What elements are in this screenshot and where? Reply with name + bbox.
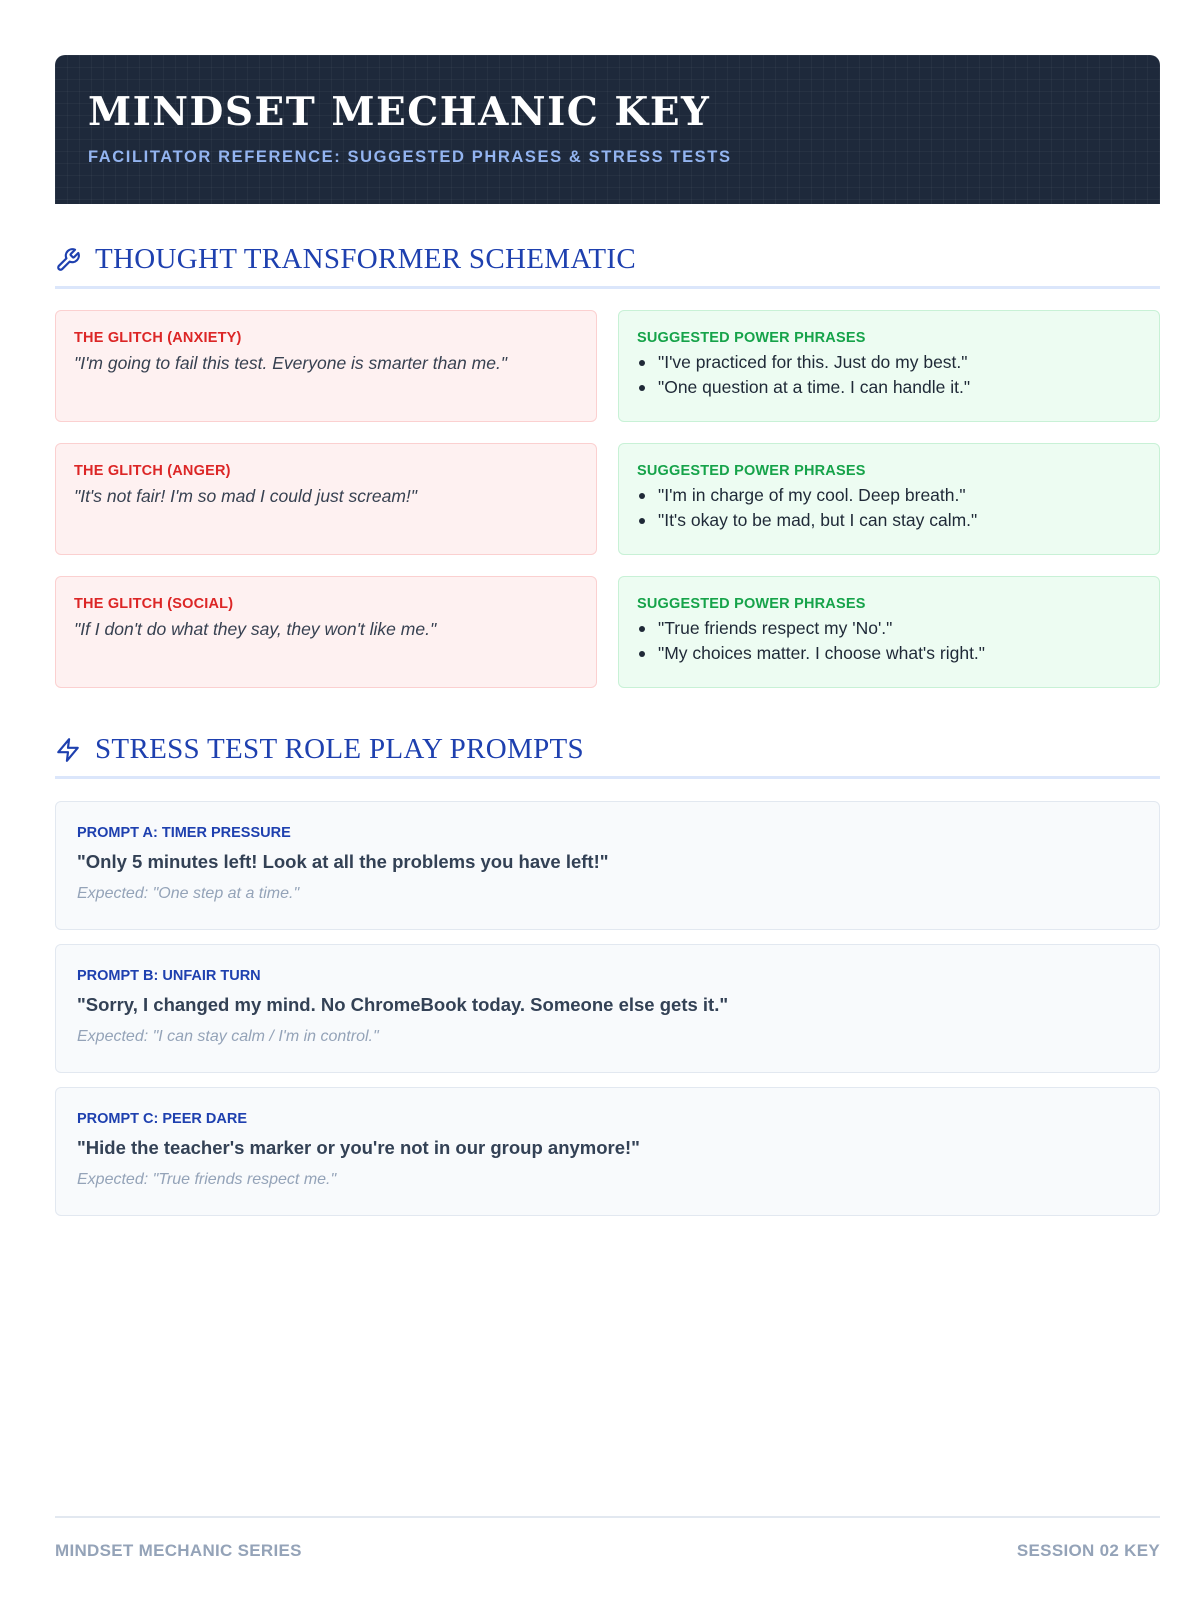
glitch-label: THE GLITCH (SOCIAL) (74, 596, 234, 612)
schematic-pair-anxiety (55, 310, 1160, 422)
prompt-label: PROMPT A: TIMER PRESSURE (77, 825, 291, 841)
glitch-quote: "I'm going to fail this test. Everyone is smarter than me." (74, 353, 508, 373)
page-footer (55, 1516, 1160, 1561)
schematic-pair-social (55, 576, 1160, 688)
power-phrase: "One question at a time. I can handle it." (637, 375, 1141, 400)
schematic-section-title: THOUGHT TRANSFORMER SCHEMATIC (95, 243, 636, 275)
page-title: MINDSET MECHANIC KEY (88, 89, 711, 135)
glitch-card (55, 443, 597, 555)
power-phrases-card (618, 576, 1160, 688)
power-label: SUGGESTED POWER PHRASES (637, 596, 866, 612)
schematic-section-header (55, 243, 1160, 289)
prompt-label: PROMPT B: UNFAIR TURN (77, 968, 261, 984)
stress-section-header (55, 733, 1160, 779)
power-phrase: "I've practiced for this. Just do my best." (637, 350, 1141, 375)
power-phrases-card (618, 443, 1160, 555)
prompt-expected: Expected: "True friends respect me." (77, 1171, 337, 1188)
schematic-pairs (55, 310, 1160, 688)
glitch-quote: "It's not fair! I'm so mad I could just scream!" (74, 486, 417, 506)
glitch-quote: "If I don't do what they say, they won't like me." (74, 619, 437, 639)
stress-section-title: STRESS TEST ROLE PLAY PROMPTS (95, 733, 584, 765)
glitch-label: THE GLITCH (ANXIETY) (74, 330, 242, 346)
power-phrase: "True friends respect my 'No'." (637, 616, 1141, 641)
power-phrase: "My choices matter. I choose what's right." (637, 641, 1141, 666)
prompt-card-a (55, 801, 1160, 930)
glitch-card (55, 576, 597, 688)
header-banner (55, 55, 1160, 204)
prompt-text: "Sorry, I changed my mind. No ChromeBook today. Someone else gets it." (77, 994, 729, 1015)
power-phrase-list (637, 483, 1141, 533)
prompt-card-b (55, 944, 1160, 1073)
power-label: SUGGESTED POWER PHRASES (637, 330, 866, 346)
footer-session: SESSION 02 KEY (1016, 1541, 1160, 1560)
power-label: SUGGESTED POWER PHRASES (637, 463, 866, 479)
prompt-expected: Expected: "One step at a time." (77, 885, 300, 902)
schematic-pair-anger (55, 443, 1160, 555)
power-phrase-list (637, 616, 1141, 666)
prompt-card-c (55, 1087, 1160, 1216)
wrench-icon (55, 247, 81, 273)
lightning-bolt-icon (55, 737, 81, 763)
glitch-label: THE GLITCH (ANGER) (74, 463, 231, 479)
page-subtitle: FACILITATOR REFERENCE: SUGGESTED PHRASES & STRESS TESTS (88, 148, 732, 166)
page (55, 55, 1160, 1230)
glitch-card (55, 310, 597, 422)
power-phrase-list (637, 350, 1141, 400)
prompt-label: PROMPT C: PEER DARE (77, 1111, 247, 1127)
prompt-expected: Expected: "I can stay calm / I'm in control." (77, 1028, 379, 1045)
power-phrase: "It's okay to be mad, but I can stay calm." (637, 508, 1141, 533)
power-phrase: "I'm in charge of my cool. Deep breath." (637, 483, 1141, 508)
power-phrases-card (618, 310, 1160, 422)
footer-series: MINDSET MECHANIC SERIES (55, 1541, 302, 1560)
prompt-text: "Hide the teacher's marker or you're not in our group anymore!" (77, 1137, 640, 1158)
prompt-text: "Only 5 minutes left! Look at all the problems you have left!" (77, 851, 609, 872)
stress-prompts (55, 801, 1160, 1216)
